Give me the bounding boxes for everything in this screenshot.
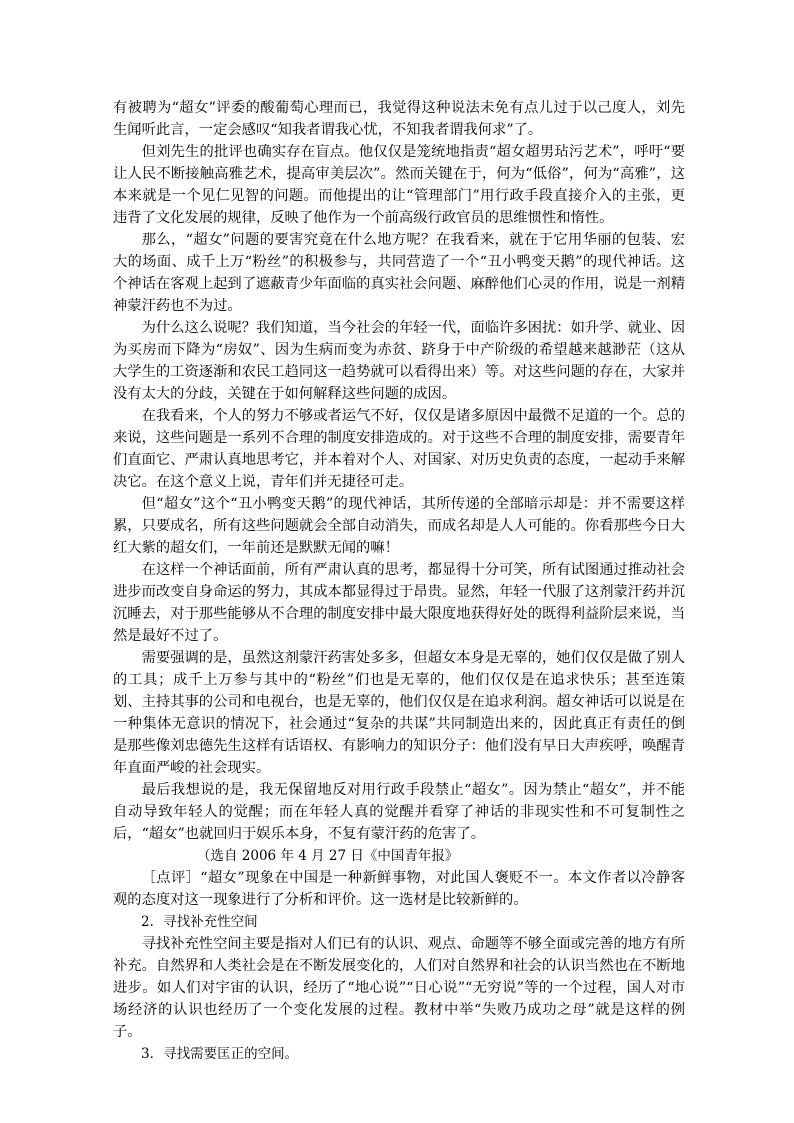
paragraph: 那么，“超女”问题的要害究竟在什么地方呢？在我看来，就在于它用华丽的包装、宏大的场面、成千上万“粉丝”的积极参与，共同营造了一个“丑小鸭变天鹅”的现代神话。这个神话在客观上起到了遮蔽青少年面临的真实社会问题、麻醉他们心灵的作用，说是一剂精神蒙汗药也不为过。 [113, 232, 685, 314]
section-heading-3: 3．寻找需要匡正的空间。 [141, 1046, 299, 1062]
paragraph: 在这样一个神话面前，所有严肃认真的思考，都显得十分可笑，所有试图通过推动社会进步而改变自身命运的努力，其成本都显得过于昂贵。显然，年轻一代服了这剂蒙汗药并沉沉睡去，对于那些能够从不合理的制度安排中最大限度地获得好处的既得利益阶层来说，当然是最好不过了。 [113, 562, 685, 644]
comment-paragraph: ［点评］“超女”现象在中国是一种新鲜事物，对此国人褒贬不一。本文作者以冷静客观的态度对这一现象进行了分析和评价。这一选材是比较新鲜的。 [113, 870, 685, 908]
paragraph: 需要强调的是，虽然这剂蒙汗药害处多多，但超女本身是无辜的，她们仅仅是做了别人的工具；成千上万参与其中的“粉丝”们也是无辜的，他们仅仅是在追求快乐；甚至连策划、主持其事的公司和电视台，也是无辜的，他们仅仅是在追求利润。超女神话可以说是在一种集体无意识的情况下，社会通过“复杂的共谋”共同制造出来的，因此真正有责任的倒是那些像刘忠德先生这样有话语权、有影响力的知识分子：他们没有早日大声疾呼，唤醒青年直面严峻的社会现实。 [113, 650, 685, 776]
paragraph: 最后我想说的是，我无保留地反对用行政手段禁止“超女”。因为禁止“超女”，并不能自动导致年轻人的觉醒；而在年轻人真的觉醒并看穿了神话的非现实性和不可复制性之后，“超女”也就回归于娱乐本身，不复有蒙汗药的危害了。 [113, 782, 685, 842]
paragraph: 但刘先生的批评也确实存在盲点。他仅仅是笼统地指责“超女超男玷污艺术”，呼吁“要让人民不断接触高雅艺术，提高审美层次”。然而关键在于，何为“低俗”，何为“高雅”，这本来就是一个见仁见智的问题。而他提出的让“管理部门”用行政手段直接介入的主张，更违背了文化发展的规律，反映了他作为一个前高级行政官员的思维惯性和惰性。 [113, 144, 685, 226]
document-page [113, 97, 685, 1065]
paragraph: 在我看来，个人的努力不够或者运气不好，仅仅是诸多原因中最微不足道的一个。总的来说，这些问题是一系列不合理的制度安排造成的。对于这些不合理的制度安排，需要青年们直面它、严肃认真地思考它，并本着对个人、对国家、对历史负责的态度，一起动手来解决它。在这个意义上说，青年们并无捷径可走。 [113, 408, 685, 490]
paragraph: 但“超女”这个“丑小鸭变天鹅”的现代神话，其所传递的全部暗示却是：并不需要这样累，只要成名，所有这些问题就会全部自动消失，而成名却是人人可能的。你看那些今日大红大紫的超女们，一年前还是默默无闻的嘛！ [113, 496, 685, 556]
paragraph: 为什么这么说呢？我们知道，当今社会的年轻一代，面临许多困扰：如升学、就业、因为买房而下降为“房奴”、因为生病而变为赤贫、跻身于中产阶级的希望越来越渺茫（这从大学生的工资逐渐和农民工趋同这一趋势就可以看得出来）等。对这些问题的存在，大家并没有太大的分歧，关键在于如何解释这些问题的成因。 [113, 320, 685, 402]
section-2-body: 寻找补充性空间主要是指对人们已有的认识、观点、命题等不够全面或完善的地方有所补充。自然界和人类社会是在不断发展变化的，人们对自然界和社会的认识当然也在不断地进步。如人们对宇宙的认识，经历了“地心说”“日心说”“无穷说”等的一个过程，国人对市场经济的认识也经历了一个变化发展的过程。教材中举“失败乃成功之母”就是这样的例子。 [113, 936, 685, 1040]
source-citation: （选自 2006 年 4 月 27 日《中国青年报》 [197, 848, 459, 864]
section-heading-2: 2．寻找补充性空间 [141, 914, 258, 930]
paragraph-continuation: 有被聘为“超女”评委的酸葡萄心理而已，我觉得这种说法未免有点儿过于以己度人，刘先生闻听此言，一定会感叹“知我者谓我心忧，不知我者谓我何求”了。 [113, 100, 685, 138]
